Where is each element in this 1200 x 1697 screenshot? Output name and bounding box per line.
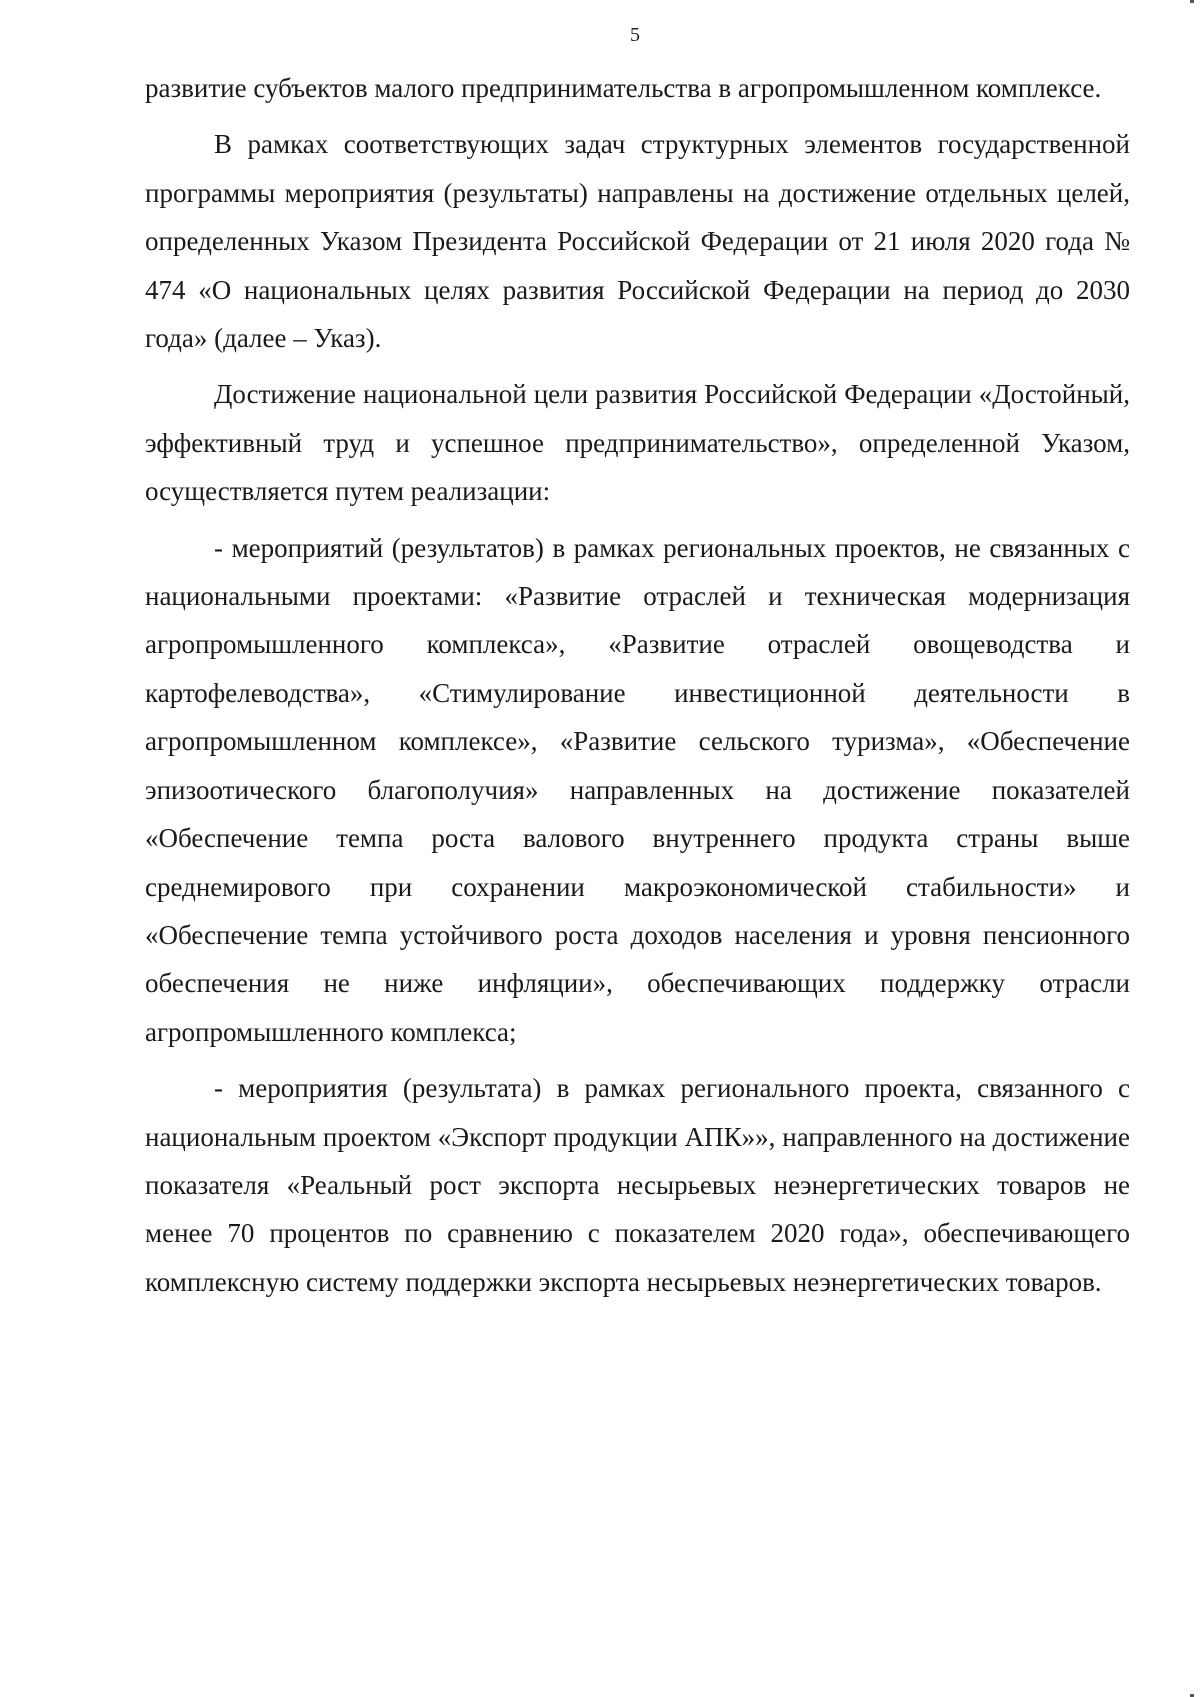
paragraph-continuation: развитие субъектов малого предпринимательства в агропромышленном комплексе. [145,73,1102,103]
paragraph-regional-projects: - мероприятий (результатов) в рамках региональных проектов, не связанных с национальными проектами: «Развитие отраслей и техническая модернизация агропромышленного комплекса», «Развитие отраслей овощеводства и картофелеводства», «Стимулирование инвестиционной деятельности в агропромышленном комплексе», «Развитие сельского туризма», «Обеспечение эпизоотического благополучия» направленных на достижение показателей «Обеспечение темпа роста валового внутреннего продукта страны выше среднемирового при сохранении макроэкономической стабильности» и «Обеспечение темпа устойчивого роста доходов населения и уровня пенсионного обеспечения не ниже инфляции», обеспечивающих поддержку отрасли агропромышленного комплекса; [145,532,1130,1047]
paragraph-program-goals: В рамках соответствующих задач структурных элементов государственной программы мероприятия (результаты) направлены на достижение отдельных целей, определенных Указом Президента Российской Федерации от 21 июля 2020 года № 474 «О национальных целях развития Российской Федерации на период до 2030 года» (далее – Указ). [145,129,1130,354]
paragraph-export-project: - мероприятия (результата) в рамках регионального проекта, связанного с национальным проектом «Экспорт продукции АПК»», направленного на достижение показателя «Реальный рост экспорта несырьевых неэнергетических товаров не менее 70 процентов по сравнению с показателем 2020 года», обеспечивающего комплексную систему поддержки экспорта несырьевых неэнергетических товаров. [145,1073,1130,1297]
page-number: 5 [630,24,640,46]
paragraph-national-goal: Достижение национальной цели развития Российской Федерации «Достойный, эффективный труд и успешное предпринимательство», определенной Указом, осуществляется путем реализации: [145,379,1130,507]
scan-artifact [1190,0,1194,3]
document-body [145,64,1130,1314]
